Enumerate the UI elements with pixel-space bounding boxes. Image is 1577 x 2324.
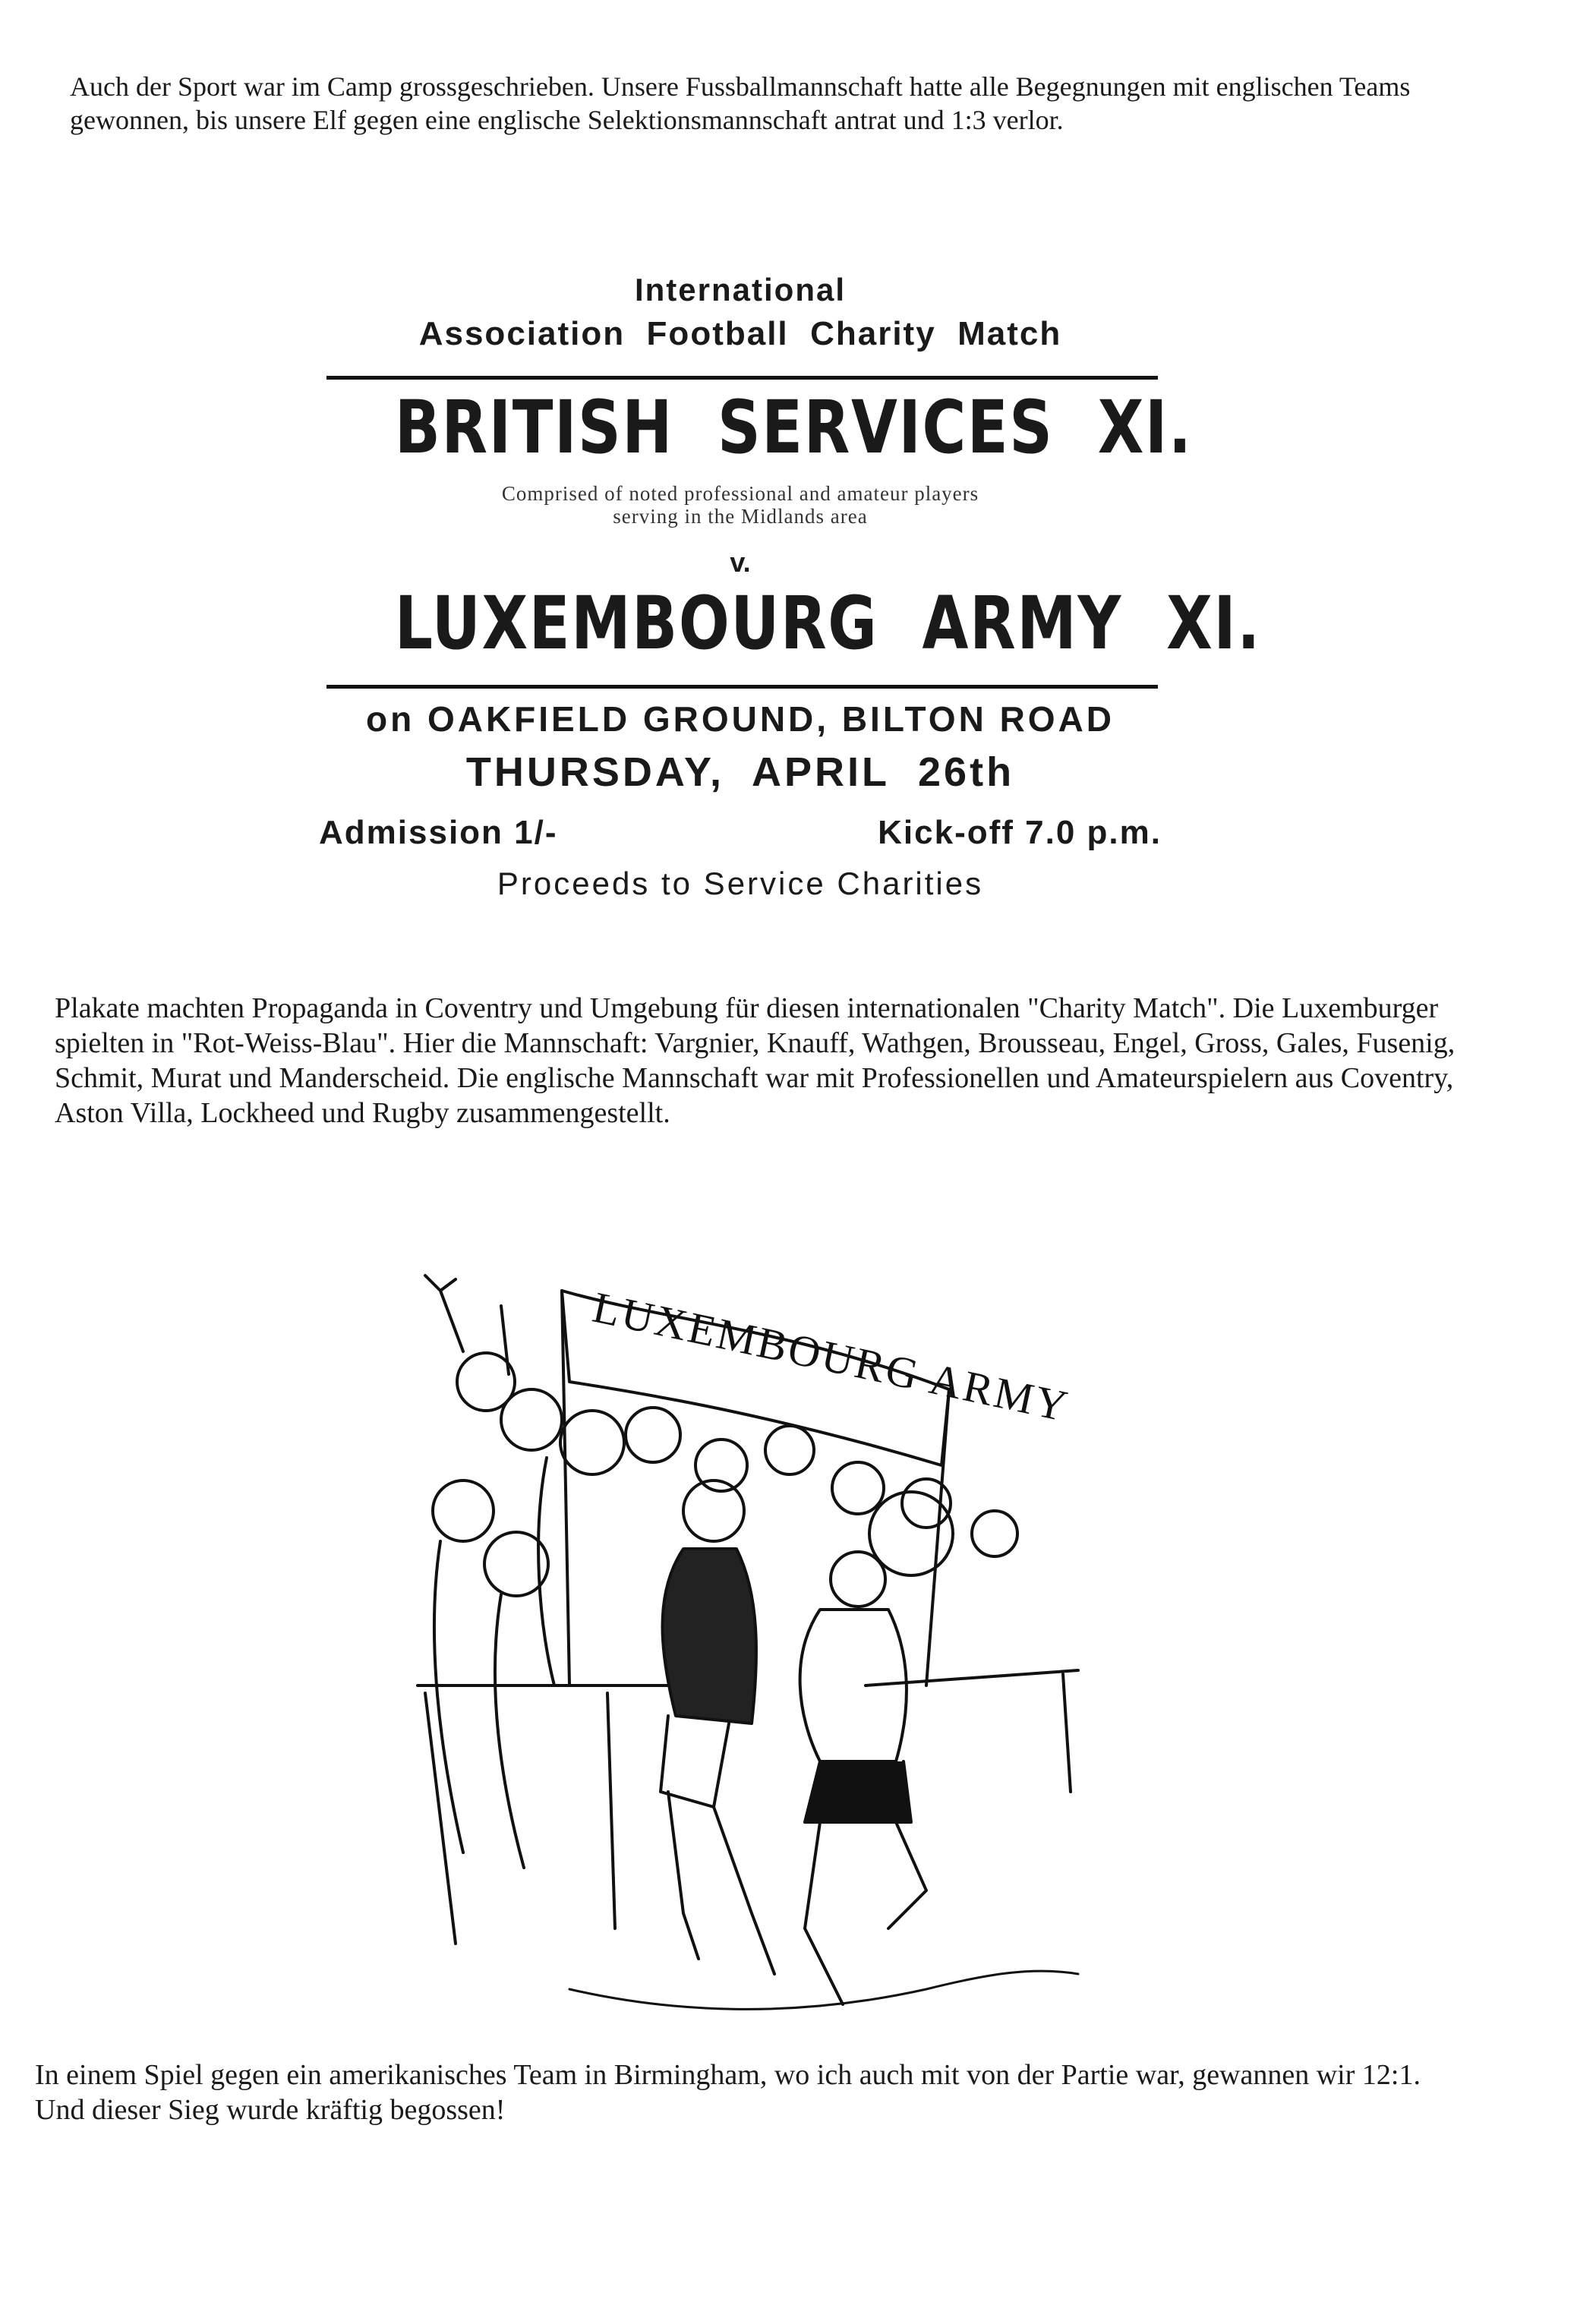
poster-proceeds: Proceeds to Service Charities: [497, 866, 984, 901]
poster-rule-bottom: [326, 685, 1158, 689]
poster-versus: v.: [730, 547, 751, 578]
closing-line-1: In einem Spiel gegen ein amerikanisches Team in Birmingham, wo ich auch mit von der Partie war, gewannen wir 12:1.: [35, 2059, 1421, 2091]
poster-admission: Admission 1/-: [319, 814, 558, 851]
poster-kickoff: Kick-off 7.0 p.m.: [878, 814, 1162, 851]
intro-paragraph: Auch der Sport war im Camp grossgeschrieben. Unsere Fussballmannschaft hatte alle Begegnungen mit englischen Teams gewonnen, bis unsere Elf gegen eine englische Selektionsmannschaft antrat und 1:3 verlor.: [70, 71, 1411, 135]
poster-rule-top: [326, 376, 1158, 380]
closing-line-2: Und dieser Sieg wurde kräftig begossen!: [35, 2094, 506, 2126]
middle-paragraph: Plakate machten Propaganda in Coventry und Umgebung für diesen internationalen "Charity Match". Die Luxemburger spielten in "Rot-Weiss-Blau". Hier die Mannschaft: Vargnier, Knauff, Wathgen, Brousseau, Engel, Gross, Gales, Fusenig, Schmit, Murat und Manderscheid. Die englische Mannschaft war mit Professionellen und Amateurspielern aus Coventry, Aston Villa, Lockheed und Rugby zusammengestellt.: [55, 992, 1456, 1129]
banner-text: LUXEMBOURG ARMY: [588, 1282, 1074, 1432]
closing-paragraph: [35, 2058, 1462, 2127]
football-ball: [869, 1492, 953, 1575]
match-poster: [319, 266, 1261, 911]
poster-team1-description: [319, 482, 1162, 528]
poster-team1-desc-line1: Comprised of noted professional and amateur players: [501, 482, 979, 505]
poster-association-line: Association Football Charity Match: [418, 315, 1062, 352]
poster-date: THURSDAY, APRIL 26th: [465, 749, 1015, 795]
football-drawing: [395, 1260, 1109, 2035]
poster-team1-desc-line2: serving in the Midlands area: [613, 505, 868, 528]
poster-team-british: BRITISH SERVICES XI.: [394, 385, 1193, 470]
poster-international: International: [634, 272, 847, 307]
poster-venue: on OAKFIELD GROUND, BILTON ROAD: [365, 699, 1115, 739]
poster-team-luxembourg: LUXEMBOURG ARMY XI.: [394, 581, 1261, 666]
